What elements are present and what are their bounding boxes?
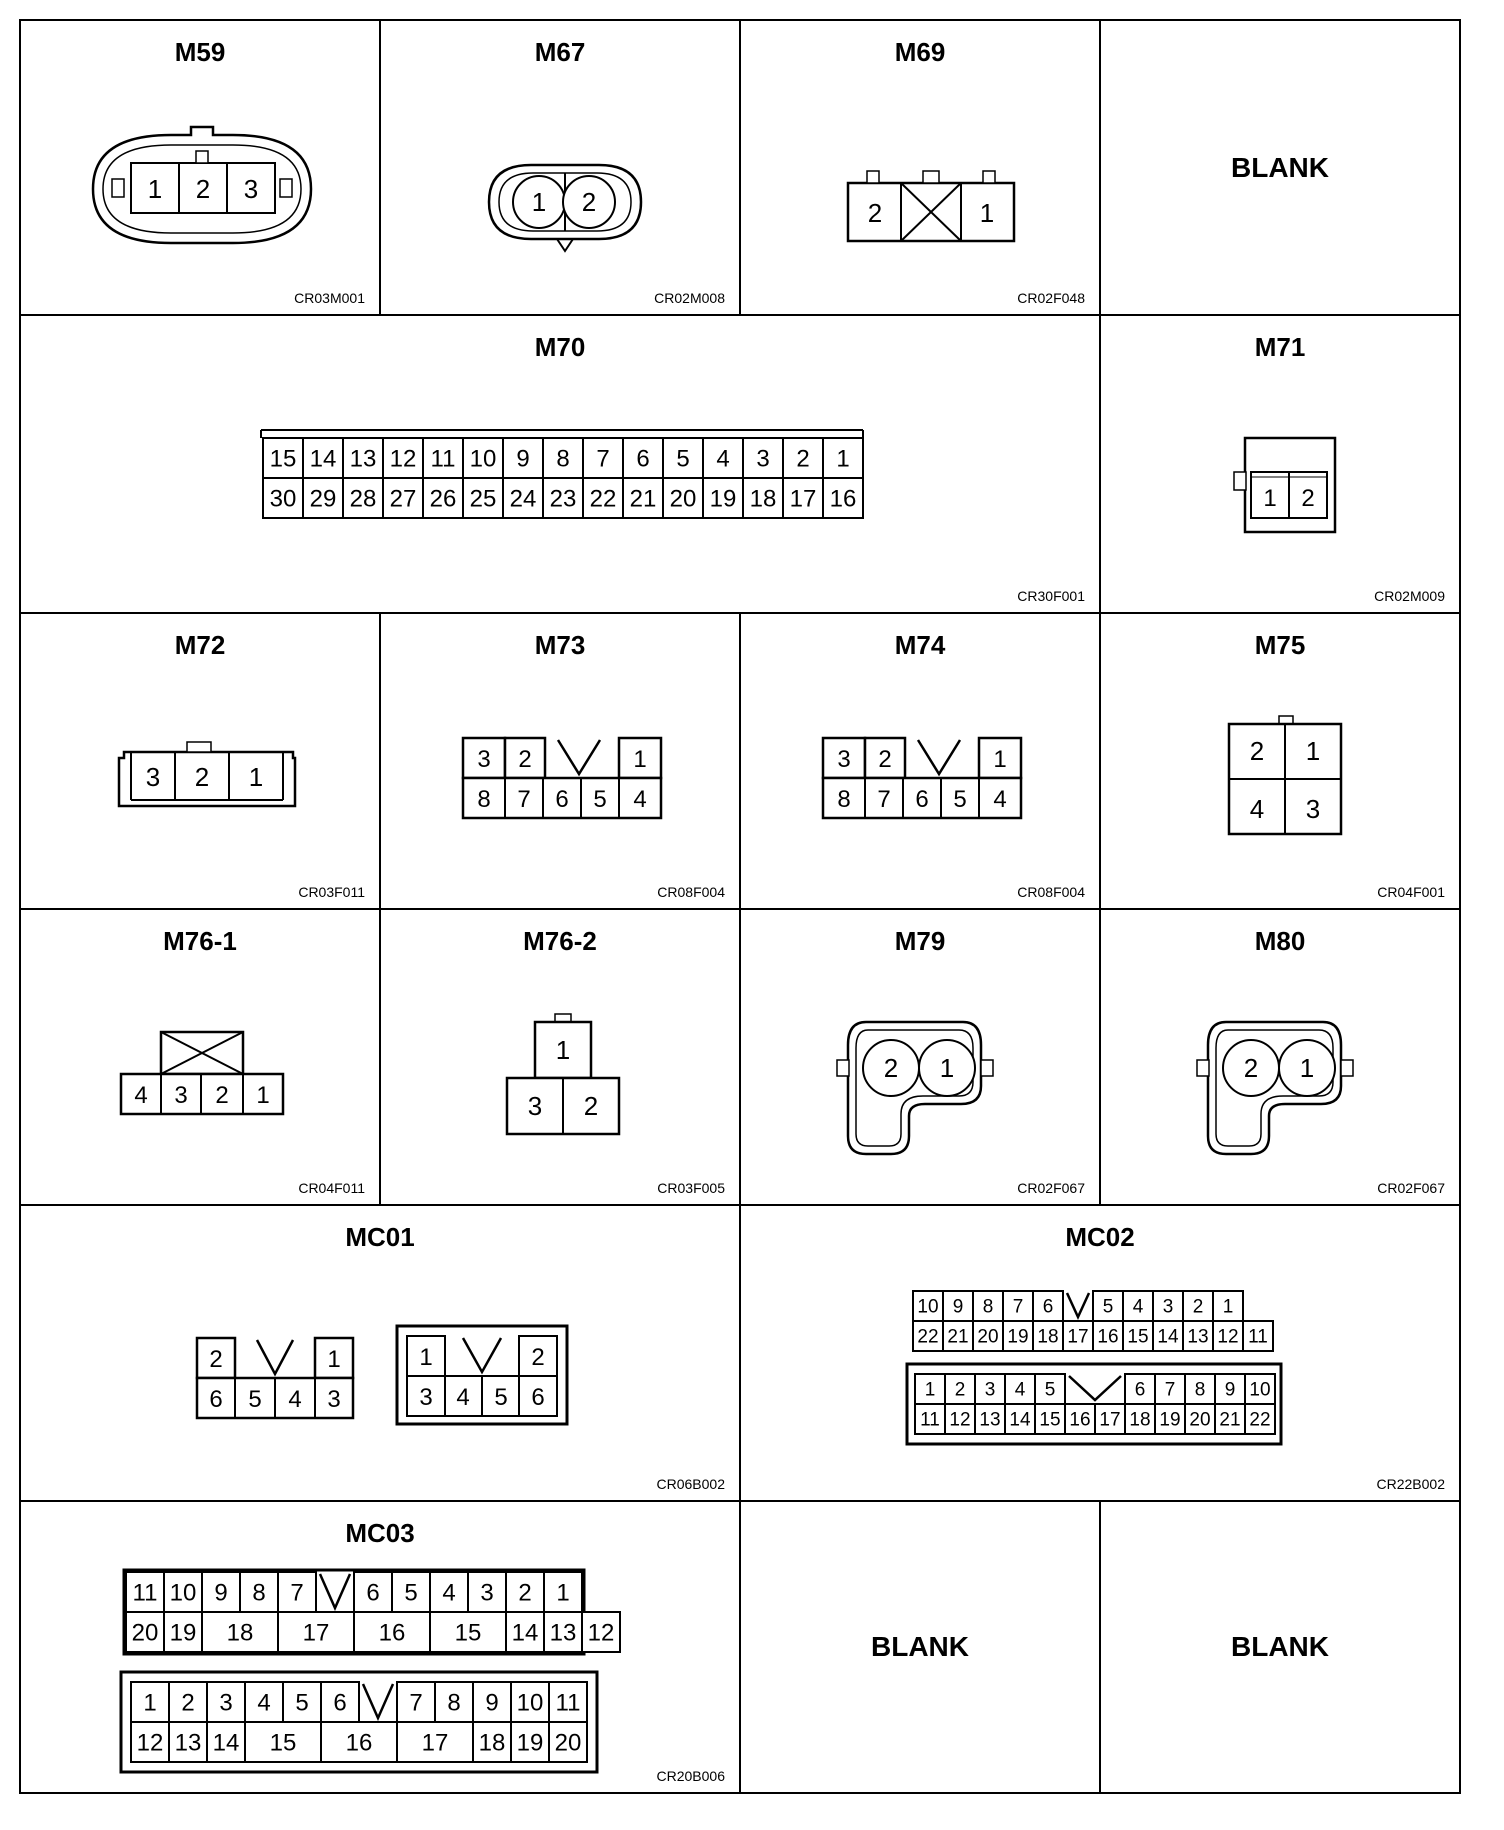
part-code: CR02F067: [1377, 1180, 1445, 1196]
part-code: CR02M008: [654, 290, 725, 306]
pin-label: 17: [1067, 1326, 1089, 1348]
pin-label: 19: [1159, 1409, 1181, 1431]
pin-label: 1: [555, 1035, 571, 1065]
pin-label: 2: [209, 1346, 223, 1373]
pin-label: 23: [549, 485, 577, 513]
pin-label: 7: [1164, 1379, 1176, 1401]
part-code: CR03M001: [294, 290, 365, 306]
pin-label: 20: [554, 1729, 582, 1757]
pin-label: 12: [587, 1619, 615, 1647]
connector-title: MC02: [1065, 1222, 1135, 1252]
connector-cell-m70: [19, 314, 1101, 614]
pin-label: 10: [1249, 1379, 1271, 1401]
connector-m72-diagram: [21, 614, 383, 912]
pin-label: 16: [1097, 1326, 1119, 1348]
connector-m75-diagram: [1101, 614, 1463, 912]
pin-label: 14: [511, 1619, 539, 1647]
pin-label: 4: [716, 445, 730, 473]
blank-cell: [739, 1500, 1101, 1794]
part-code: CR04F011: [298, 1180, 365, 1196]
pin-label: 11: [132, 1579, 158, 1607]
part-code: CR30F001: [1017, 588, 1085, 604]
pin-label: 6: [1134, 1379, 1146, 1401]
connector-cell-mc02: [739, 1204, 1461, 1502]
pin-label: 4: [442, 1579, 456, 1607]
pin-label: 2: [531, 1344, 545, 1371]
pin-label: 9: [516, 445, 530, 473]
pin-label: 19: [709, 485, 737, 513]
pin-label: 7: [1012, 1296, 1024, 1318]
connector-title: MC03: [345, 1518, 415, 1548]
pin-label: 3: [527, 1091, 543, 1121]
pin-label: 2: [215, 1082, 229, 1109]
pin-label: 4: [1249, 794, 1265, 824]
pin-label: 21: [1219, 1409, 1241, 1431]
pin-label: 4: [257, 1689, 271, 1717]
pin-label: 9: [952, 1296, 964, 1318]
pin-label: 1: [1299, 1053, 1315, 1083]
pin-label: 1: [327, 1346, 341, 1373]
pin-label: 4: [633, 786, 647, 813]
pin-label: 24: [509, 485, 537, 513]
pin-label: 6: [1042, 1296, 1054, 1318]
pin-label: 25: [469, 485, 497, 513]
pin-label: 1: [924, 1379, 936, 1401]
pin-label: 8: [1194, 1379, 1206, 1401]
connector-title: M67: [534, 37, 586, 67]
pin-label: 15: [1127, 1326, 1149, 1348]
pin-label: 22: [917, 1326, 939, 1348]
connector-title: M76-1: [163, 926, 237, 956]
pin-label: 9: [214, 1579, 228, 1607]
blank-label: BLANK: [871, 1631, 969, 1662]
connector-title: M72: [174, 630, 226, 660]
part-code: CR02F048: [1017, 290, 1085, 306]
pin-label: 6: [209, 1386, 223, 1413]
pin-label: 2: [954, 1379, 966, 1401]
pin-label: 3: [419, 1384, 433, 1411]
blank-label: BLANK: [1231, 1631, 1329, 1662]
pin-label: 4: [1132, 1296, 1144, 1318]
pin-label: 20: [1189, 1409, 1211, 1431]
pin-label: 2: [1249, 736, 1265, 766]
pin-label: 15: [1039, 1409, 1061, 1431]
pin-label: 2: [194, 762, 210, 792]
pin-label: 16: [829, 485, 857, 513]
pin-label: 20: [131, 1619, 159, 1647]
part-code: CR08F004: [1017, 884, 1085, 900]
pin-label: 14: [309, 445, 337, 473]
pin-label: 9: [485, 1689, 499, 1717]
pin-label: 3: [837, 746, 851, 773]
part-code: CR03F005: [657, 1180, 725, 1196]
pin-label: 3: [477, 746, 491, 773]
pin-label: 5: [494, 1384, 508, 1411]
connector-cell-mc03: [19, 1500, 741, 1794]
part-code: CR03F011: [298, 884, 365, 900]
part-code: CR22B002: [1376, 1476, 1445, 1492]
connector-m76-1-diagram: [21, 910, 383, 1208]
pin-label: 10: [469, 445, 497, 473]
pin-label: 21: [947, 1326, 969, 1348]
pin-label: 7: [517, 786, 531, 813]
connector-cell-m59: [19, 19, 381, 316]
pin-label: 1: [143, 1689, 157, 1717]
pin-label: 12: [389, 445, 417, 473]
pin-label: 3: [174, 1082, 188, 1109]
pin-label: 14: [212, 1729, 240, 1757]
pin-label: 11: [555, 1689, 581, 1717]
pin-label: 8: [556, 445, 570, 473]
pin-label: 5: [676, 445, 690, 473]
pin-label: 12: [136, 1729, 164, 1757]
pin-label: 8: [982, 1296, 994, 1318]
pin-label: 13: [549, 1619, 577, 1647]
pin-label: 2: [518, 746, 532, 773]
pin-label: 2: [1301, 485, 1315, 512]
pin-label: 18: [749, 485, 777, 513]
pin-label: 6: [333, 1689, 347, 1717]
pin-label: 1: [836, 445, 850, 473]
blank-cell: [1099, 1500, 1461, 1794]
connector-cell-m71: [1099, 314, 1461, 614]
connector-mc01-diagram: [21, 1206, 743, 1504]
pin-label: 6: [555, 786, 569, 813]
pin-label: 8: [252, 1579, 266, 1607]
connector-cell-m79: [739, 908, 1101, 1206]
connector-m74-diagram: [741, 614, 1103, 912]
pin-label: 3: [984, 1379, 996, 1401]
connector-cell-m67: [379, 19, 741, 316]
pin-label: 2: [878, 746, 892, 773]
pin-label: 2: [1192, 1296, 1204, 1318]
pin-label: 2: [867, 198, 883, 228]
connector-title: M74: [894, 630, 946, 660]
pin-label: 3: [480, 1579, 494, 1607]
pin-label: 2: [581, 187, 597, 217]
pin-label: 17: [789, 485, 817, 513]
pin-label: 30: [269, 485, 297, 513]
pin-label: 19: [169, 1619, 197, 1647]
part-code: CR20B006: [656, 1768, 725, 1784]
pin-label: 2: [583, 1091, 599, 1121]
part-code: CR02F067: [1017, 1180, 1085, 1196]
pin-label: 12: [1217, 1326, 1239, 1348]
pin-label: 1: [248, 762, 264, 792]
connector-m70-diagram: [21, 316, 1103, 616]
connector-cell-m80: [1099, 908, 1461, 1206]
pin-label: 7: [877, 786, 891, 813]
pin-label: 8: [477, 786, 491, 813]
pin-label: 13: [174, 1729, 202, 1757]
connector-cell-m73: [379, 612, 741, 910]
blank-label: BLANK: [1231, 151, 1329, 183]
pin-label: 19: [1007, 1326, 1029, 1348]
pin-label: 14: [1009, 1409, 1031, 1431]
pin-label: 8: [837, 786, 851, 813]
connector-title: M76-2: [523, 926, 597, 956]
pin-label: 4: [288, 1386, 302, 1413]
pin-label: 6: [531, 1384, 545, 1411]
pin-label: 2: [181, 1689, 195, 1717]
pin-label: 10: [516, 1689, 544, 1717]
pin-label: 1: [1263, 485, 1277, 512]
pin-label: 18: [1129, 1409, 1151, 1431]
connector-m69-diagram: [741, 21, 1103, 318]
connector-title: M79: [894, 926, 946, 956]
connector-cell-mc01: [19, 1204, 741, 1502]
pin-label: 2: [883, 1053, 899, 1083]
pin-label: 5: [1102, 1296, 1114, 1318]
pin-label: 11: [920, 1409, 940, 1431]
connector-m67-diagram: [381, 21, 743, 318]
pin-label: 2: [796, 445, 810, 473]
connector-title: M69: [894, 37, 946, 67]
pin-label: 4: [1014, 1379, 1026, 1401]
pin-label: 7: [290, 1579, 304, 1607]
pin-label: 1: [556, 1579, 570, 1607]
connector-cell-m72: [19, 612, 381, 910]
blank-cell: [1099, 19, 1461, 316]
pin-label: 7: [596, 445, 610, 473]
pin-label: 8: [447, 1689, 461, 1717]
pin-label: 2: [518, 1579, 532, 1607]
pin-label: 11: [1248, 1326, 1268, 1348]
pin-label: 1: [633, 746, 647, 773]
connector-m76-2-diagram: [381, 910, 743, 1208]
pin-label: 20: [977, 1326, 999, 1348]
part-code: CR04F001: [1377, 884, 1445, 900]
pin-label: 1: [939, 1053, 955, 1083]
pin-label: 7: [409, 1689, 423, 1717]
pin-label: 16: [378, 1619, 406, 1647]
pin-label: 10: [169, 1579, 197, 1607]
connector-cell-m74: [739, 612, 1101, 910]
part-code: CR08F004: [657, 884, 725, 900]
pin-label: 1: [419, 1344, 433, 1371]
pin-label: 4: [134, 1082, 148, 1109]
pin-label: 29: [309, 485, 337, 513]
pin-label: 20: [669, 485, 697, 513]
pin-label: 3: [756, 445, 770, 473]
pin-label: 5: [295, 1689, 309, 1717]
pin-label: 22: [1249, 1409, 1271, 1431]
pin-label: 13: [979, 1409, 1001, 1431]
pin-label: 1: [1305, 736, 1321, 766]
pin-label: 14: [1157, 1326, 1179, 1348]
connector-cell-m76-2: [379, 908, 741, 1206]
pin-label: 15: [454, 1619, 482, 1647]
pin-label: 18: [478, 1729, 506, 1757]
pin-label: 3: [219, 1689, 233, 1717]
pin-label: 16: [345, 1729, 373, 1757]
pin-label: 3: [145, 762, 161, 792]
connector-title: M73: [534, 630, 586, 660]
connector-cell-m75: [1099, 612, 1461, 910]
pin-label: 18: [226, 1619, 254, 1647]
pin-label: 13: [349, 445, 377, 473]
pin-label: 4: [456, 1384, 470, 1411]
pin-label: 5: [593, 786, 607, 813]
pin-label: 1: [531, 187, 547, 217]
pin-label: 17: [302, 1619, 330, 1647]
pin-label: 27: [389, 485, 417, 513]
pin-label: 22: [589, 485, 617, 513]
pin-label: 13: [1187, 1326, 1209, 1348]
pin-label: 18: [1037, 1326, 1059, 1348]
pin-label: 15: [269, 445, 297, 473]
pin-label: 6: [636, 445, 650, 473]
connector-m71-diagram: [1101, 316, 1463, 616]
pin-label: 2: [195, 174, 211, 204]
pin-label: 1: [147, 174, 163, 204]
connector-title: M70: [534, 332, 586, 362]
connector-title: M71: [1254, 332, 1306, 362]
connector-mc02-diagram: [741, 1206, 1463, 1504]
connector-m79-diagram: [741, 910, 1103, 1208]
pin-label: 1: [256, 1082, 270, 1109]
pin-label: 26: [429, 485, 457, 513]
pin-label: 6: [366, 1579, 380, 1607]
pin-label: 15: [269, 1729, 297, 1757]
connector-title: M59: [174, 37, 226, 67]
connector-m59-diagram: [21, 21, 383, 318]
connector-title: MC01: [345, 1222, 415, 1252]
pin-label: 2: [1243, 1053, 1259, 1083]
pin-label: 3: [1162, 1296, 1174, 1318]
pin-label: 19: [516, 1729, 544, 1757]
connector-title: M80: [1254, 926, 1306, 956]
pin-label: 16: [1069, 1409, 1091, 1431]
part-code: CR02M009: [1374, 588, 1445, 604]
pin-label: 11: [430, 445, 456, 473]
pin-label: 5: [248, 1386, 262, 1413]
connector-m73-diagram: [381, 614, 743, 912]
connector-mc03-diagram: [21, 1502, 743, 1796]
pin-label: 28: [349, 485, 377, 513]
pin-label: 12: [949, 1409, 971, 1431]
pin-label: 10: [917, 1296, 939, 1318]
pin-label: 5: [404, 1579, 418, 1607]
pin-label: 21: [629, 485, 657, 513]
pin-label: 3: [327, 1386, 341, 1413]
pin-label: 5: [953, 786, 967, 813]
part-code: CR06B002: [656, 1476, 725, 1492]
pin-label: 3: [243, 174, 259, 204]
pin-label: 1: [1222, 1296, 1234, 1318]
pin-label: 5: [1044, 1379, 1056, 1401]
connector-m80-diagram: [1101, 910, 1463, 1208]
pin-label: 1: [993, 746, 1007, 773]
pin-label: 1: [979, 198, 995, 228]
pin-label: 17: [421, 1729, 449, 1757]
pin-label: 4: [993, 786, 1007, 813]
connector-cell-m69: [739, 19, 1101, 316]
pin-label: 17: [1099, 1409, 1121, 1431]
connector-title: M75: [1254, 630, 1306, 660]
pin-label: 9: [1224, 1379, 1236, 1401]
pin-label: 6: [915, 786, 929, 813]
pin-label: 3: [1305, 794, 1321, 824]
connector-cell-m76-1: [19, 908, 381, 1206]
